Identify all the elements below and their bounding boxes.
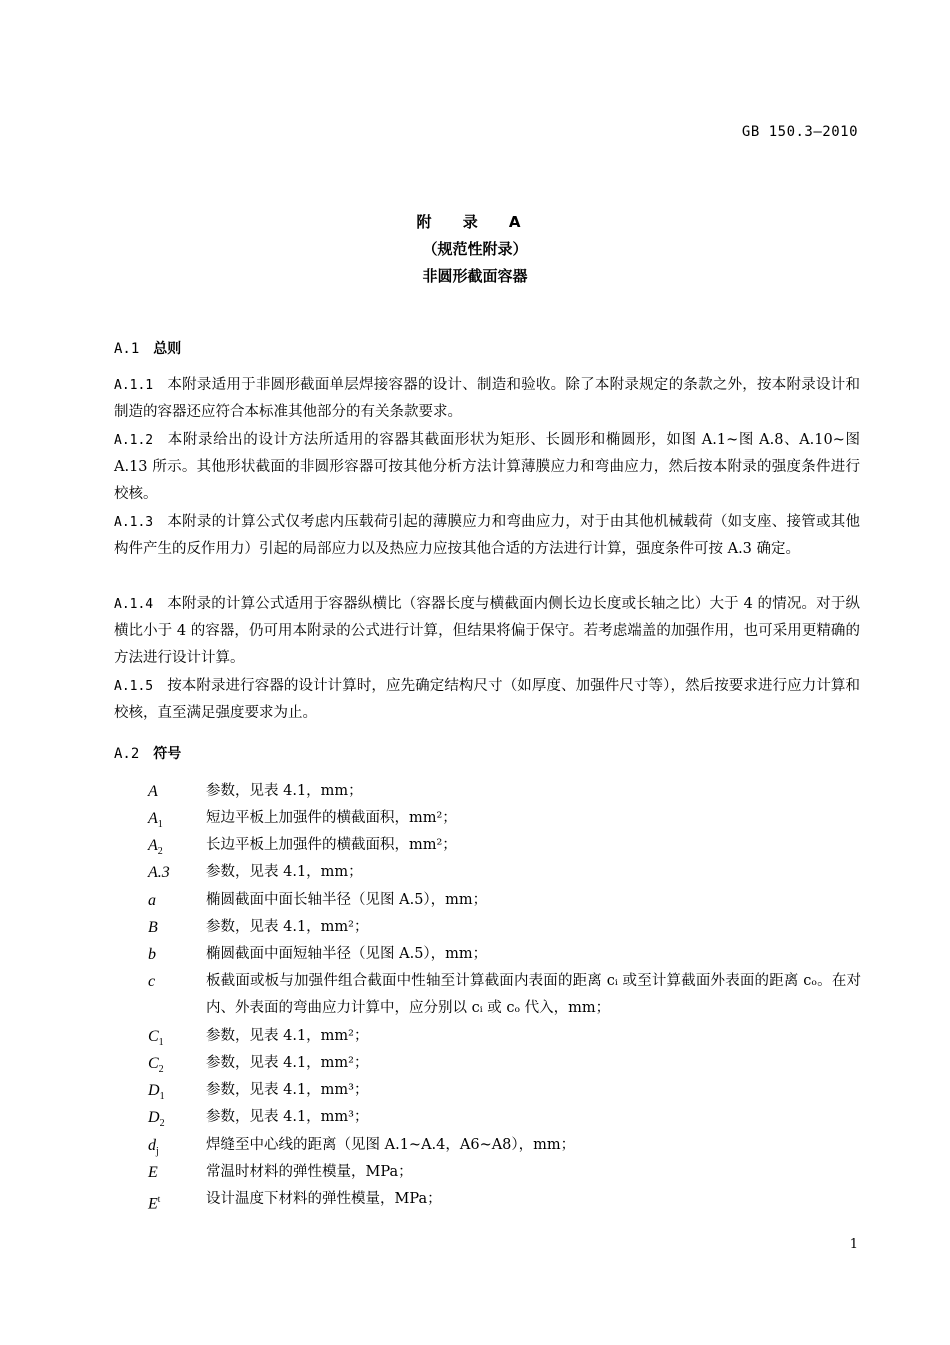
symbol-description: 参数，见表 4.1，mm； <box>206 783 363 799</box>
symbol-base: D <box>148 1109 160 1126</box>
symbol-subscript: 1 <box>157 819 163 831</box>
symbol-description: 参数，见表 4.1，mm³； <box>206 1082 369 1098</box>
symbol-description: 参数，见表 4.1，mm²； <box>206 1028 369 1044</box>
symbol-base: E <box>148 1195 158 1213</box>
symbol-base: C <box>148 1028 159 1045</box>
symbol <box>148 914 158 941</box>
symbol <box>148 968 155 995</box>
symbol-description: 参数，见表 4.1，mm； <box>206 864 363 880</box>
clause-number: A.1.2 <box>114 433 154 448</box>
symbol-subscript: 2 <box>158 1064 164 1076</box>
section-a1-heading <box>114 338 181 358</box>
symbol-base: A <box>148 783 158 800</box>
clause-text: 本附录的计算公式仅考虑内压载荷引起的薄膜应力和弯曲应力，对于由其他机械载荷（如支座、接管或其他构件产生的反作用力）引起的局部应力以及热应力应按其他合适的方法进行计算，强度条件可按 A.3 确定。 <box>114 514 860 557</box>
page-number: 1 <box>849 1237 858 1252</box>
symbol <box>148 859 170 886</box>
clause-number: A.1.3 <box>114 515 154 530</box>
appendix-title: 附 录 A <box>416 213 534 231</box>
symbol-description: 设计温度下材料的弹性模量，MPa； <box>206 1191 442 1207</box>
symbol-subscript: 2 <box>157 846 163 858</box>
symbol-base: C <box>148 1055 159 1072</box>
symbol-subscript: 1 <box>159 1091 165 1103</box>
symbol-description: 参数，见表 4.1，mm²； <box>206 919 369 935</box>
symbol-subscript: 2 <box>159 1118 165 1130</box>
symbol-subscript: 1 <box>158 1037 164 1049</box>
symbol-base: A <box>148 810 158 827</box>
standard-number: GB 150.3—2010 <box>741 124 858 140</box>
clause-a1-1 <box>114 372 860 426</box>
clause-text: 本附录给出的设计方法所适用的容器其截面形状为矩形、长圆形和椭圆形，如图 A.1~图 A.8、A.10~图 A.13 所示。其他形状截面的非圆形容器可按其他分析方法计算薄膜应力和弯曲应力，然后按本附录的强度条件进行校核。 <box>114 432 860 502</box>
symbol-description: 参数，见表 4.1，mm²； <box>206 1055 369 1071</box>
symbol-description: 长边平板上加强件的横截面积，mm²； <box>206 837 457 853</box>
symbol <box>148 941 156 968</box>
symbol-base: d <box>148 1137 156 1154</box>
symbol-base: B <box>148 919 158 936</box>
appendix-heading: 非圆形截面容器 <box>422 267 528 285</box>
symbol-base: D <box>148 1082 160 1099</box>
clause-text: 本附录的计算公式适用于容器纵横比（容器长度与横截面内侧长边长度或长轴之比）大于 4 的情况。对于纵横比小于 4 的容器，仍可用本附录的公式进行计算，但结果将偏于保守。若考虑端盖的加强作用，也可采用更精确的方法进行设计计算。 <box>114 596 860 666</box>
appendix-subtitle: （规范性附录） <box>422 240 528 258</box>
section-number: A.2 <box>114 746 140 762</box>
section-number: A.1 <box>114 341 140 357</box>
symbol-description: 焊缝至中心线的距离（见图 A.1~A.4，A6~A8），mm； <box>206 1137 576 1153</box>
symbol-base: E <box>148 1164 158 1181</box>
symbol-superscript: t <box>157 1194 161 1204</box>
symbol-subscript: j <box>156 1146 159 1158</box>
clause-number: A.1.1 <box>114 378 154 393</box>
clause-text: 本附录适用于非圆形截面单层焊接容器的设计、制造和验收。除了本附录规定的条款之外，按本附录设计和制造的容器还应符合本标准其他部分的有关条款要求。 <box>114 377 860 420</box>
symbol-description: 板截面或板与加强件组合截面中性轴至计算截面内表面的距离 cᵢ 或至计算截面外表面的距离 cₒ。在对内、外表面的弯曲应力计算中，应分别以 cᵢ 或 cₒ 代入，mm； <box>206 973 861 1016</box>
symbol <box>148 887 156 914</box>
symbol <box>148 778 158 805</box>
symbol-description: 参数，见表 4.1，mm³； <box>206 1109 369 1125</box>
symbol-base: a <box>148 892 156 909</box>
clause-a1-5 <box>114 673 860 727</box>
clause-number: A.1.4 <box>114 597 154 612</box>
section-title: 符号 <box>153 746 182 762</box>
symbol <box>148 1159 158 1186</box>
clause-text: 按本附录进行容器的设计计算时，应先确定结构尺寸（如厚度、加强件尺寸等），然后按要求进行应力计算和校核，直至满足强度要求为止。 <box>114 678 860 721</box>
symbol-base: c <box>148 973 156 990</box>
symbol-base: A.3 <box>148 864 170 881</box>
symbol-base: A <box>148 837 158 854</box>
section-a2-heading <box>114 743 181 763</box>
section-title: 总则 <box>153 341 182 357</box>
clause-a1-2 <box>114 427 860 508</box>
symbol-description: 椭圆截面中面长轴半径（见图 A.5），mm； <box>206 892 488 908</box>
symbol <box>148 1186 160 1217</box>
symbol-description: 椭圆截面中面短轴半径（见图 A.5），mm； <box>206 946 488 962</box>
symbol-base: b <box>148 946 156 963</box>
symbol-description: 短边平板上加强件的横截面积，mm²； <box>206 810 457 826</box>
symbol-description: 常温时材料的弹性模量，MPa； <box>206 1164 413 1180</box>
clause-a1-3 <box>114 509 860 563</box>
clause-a1-4 <box>114 591 860 672</box>
clause-number: A.1.5 <box>114 679 154 694</box>
